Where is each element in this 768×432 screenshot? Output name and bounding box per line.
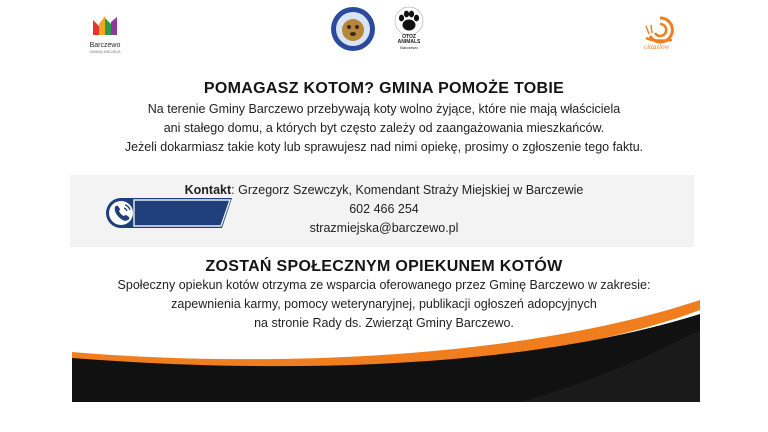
barczewo-small-label: Barczewo xyxy=(400,45,418,50)
section-title-become-guardian: ZOSTAŃ SPOŁECZNYM OPIEKUNEM KOTÓW xyxy=(205,258,563,275)
section-title-help-cats: POMAGASZ KOTOM? GMINA POMOŻE TOBIE xyxy=(203,80,565,97)
barczewo-logo xyxy=(88,14,122,54)
contact-email[interactable]: strazmiejska@barczewo.pl xyxy=(309,221,459,235)
otoz-label: OTOZ xyxy=(402,34,416,40)
barczewo-logo-name: Barczewo xyxy=(89,42,121,49)
animals-label: ANIMALS xyxy=(397,39,421,45)
paragraph2-line-3: na stronie Rady ds. Zwierząt Gminy Barczewo. xyxy=(254,316,514,330)
contact-person: : Grzegorz Szewczyk, Komendant Straży Miejskiej w Barczewie xyxy=(231,183,584,197)
otoz-animals-label xyxy=(383,35,435,50)
seal-logo xyxy=(330,6,376,52)
paragraph-line-1: Na terenie Gminy Barczewo przebywają koty wolno żyjące, które nie mają właściciela xyxy=(147,102,621,116)
paw-icon xyxy=(383,6,435,36)
cittaslow-name: cittaslow xyxy=(644,43,670,50)
barczewo-emblem-icon xyxy=(90,14,120,36)
paragraph-line-2: ani stałego domu, a których byt często zależy od zaangażowania mieszkańców. xyxy=(163,121,605,135)
paragraph2-line-2: zapewnienia karmy, pomocy weterynaryjnej, publikacji ogłoszeń adopcyjnych xyxy=(171,297,597,311)
paragraph-line-3: Jeżeli dokarmiasz takie koty lub sprawujesz nad nimi opiekę, prosimy o zgłoszenie tego faktu. xyxy=(124,140,644,154)
contact-person-line xyxy=(0,183,768,197)
paragraph2-line-1: Społeczny opiekun kotów otrzyma ze wsparcia oferowanego przez Gminę Barczewo w zakresie: xyxy=(117,278,651,292)
bottom-swoosh-decoration xyxy=(0,300,768,432)
otoz-animals-logo xyxy=(383,6,435,52)
barczewo-logo-sub: GMINA MIEJSKA xyxy=(89,49,121,54)
seal-emblem-icon xyxy=(330,6,376,52)
contact-phone: 602 466 254 xyxy=(349,202,419,216)
contact-label: Kontakt xyxy=(184,183,232,197)
snail-icon xyxy=(640,14,682,50)
cittaslow-logo xyxy=(640,14,682,50)
